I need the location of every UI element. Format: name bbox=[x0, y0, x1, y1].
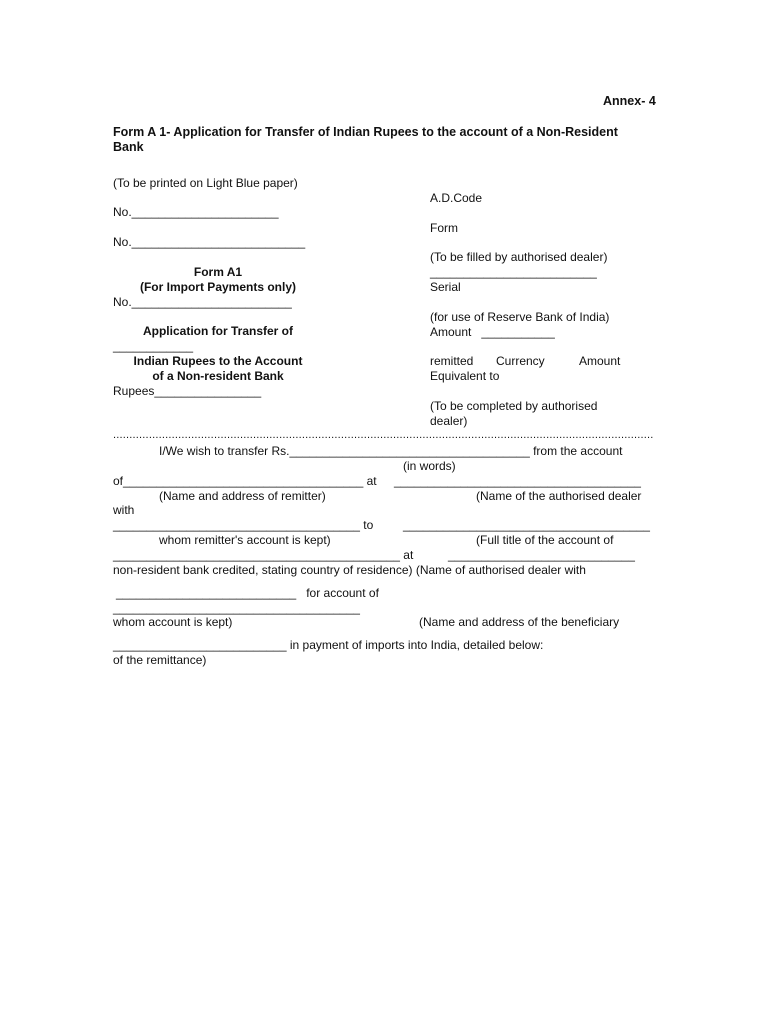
transfer-amount-line: I/We wish to transfer Rs.____________________________________ from the account bbox=[159, 444, 623, 458]
beneficiary-label: (Name and address of the beneficiary bbox=[419, 615, 620, 629]
authorised-dealer-note: (To be filled by authorised dealer) bbox=[430, 250, 608, 264]
for-account-of-line: ___________________________ for account of bbox=[116, 586, 379, 600]
completion-note: (To be completed by authorised bbox=[430, 399, 598, 413]
to-line: _____________________________________ to bbox=[113, 518, 374, 532]
dealer-blank: _________________________ bbox=[430, 265, 597, 279]
authorised-dealer-blank: ____________________________ bbox=[448, 548, 635, 562]
form-label: Form bbox=[430, 221, 458, 235]
print-note: (To be printed on Light Blue paper) bbox=[113, 176, 298, 190]
rbi-use-note: (for use of Reserve Bank of India) bbox=[430, 310, 610, 324]
number-field-1: No.______________________ bbox=[113, 205, 279, 219]
with-label: with bbox=[113, 503, 135, 517]
number-field-3: No.________________________ bbox=[113, 295, 292, 309]
country-residence-label: non-resident bank credited, stating country of residence) (Name of authorised dealer with bbox=[113, 563, 586, 577]
application-heading: Application for Transfer of bbox=[142, 324, 293, 338]
non-resident-bank-heading: of a Non-resident Bank bbox=[152, 369, 284, 383]
annex-label: Annex- 4 bbox=[603, 94, 656, 108]
ad-code-label: A.D.Code bbox=[430, 191, 483, 205]
currency-label: Currency bbox=[496, 354, 545, 368]
remitter-account-kept-label: whom remitter's account is kept) bbox=[159, 533, 331, 547]
authorised-dealer-label: (Name of the authorised dealer bbox=[476, 489, 642, 503]
beneficiary-blank: _____________________________________ bbox=[113, 601, 360, 615]
rupees-field: Rupees________________ bbox=[113, 384, 262, 398]
account-of-line: of____________________________________ at bbox=[113, 474, 377, 488]
completion-note-dealer: dealer) bbox=[430, 414, 468, 428]
number-field-2: No.__________________________ bbox=[113, 235, 306, 249]
remittance-label: of the remittance) bbox=[113, 653, 207, 667]
in-words-label: (in words) bbox=[403, 459, 456, 473]
equivalent-label: Equivalent to bbox=[430, 369, 500, 383]
remitter-name-label: (Name and address of remitter) bbox=[159, 489, 326, 503]
account-kept-label: whom account is kept) bbox=[113, 615, 233, 629]
heading-underline: ____________ bbox=[113, 339, 194, 353]
remitted-label: remitted bbox=[430, 354, 474, 368]
account-title-blank: _____________________________________ bbox=[403, 518, 650, 532]
form-a1-heading: Form A1 bbox=[193, 265, 243, 279]
indian-rupees-heading: Indian Rupees to the Account bbox=[133, 354, 303, 368]
amount-label: Amount bbox=[579, 354, 621, 368]
full-title-label: (Full title of the account of bbox=[476, 533, 614, 547]
form-title-line2: Bank bbox=[113, 140, 144, 154]
dealer-blank-line: _____________________________________ bbox=[394, 474, 641, 488]
amount-field: Amount ___________ bbox=[430, 325, 555, 339]
bank-credited-line: ___________________________________________ at bbox=[113, 548, 414, 562]
payment-imports-line: __________________________ in payment of imports into India, detailed below: bbox=[113, 638, 544, 652]
dotted-divider: ...................................................................................................................................................................... bbox=[113, 429, 654, 441]
form-title-line1: Form A 1- Application for Transfer of Indian Rupees to the account of a Non-Resident bbox=[113, 125, 618, 139]
serial-label: Serial bbox=[430, 280, 461, 294]
import-payments-note: (For Import Payments only) bbox=[139, 280, 297, 294]
